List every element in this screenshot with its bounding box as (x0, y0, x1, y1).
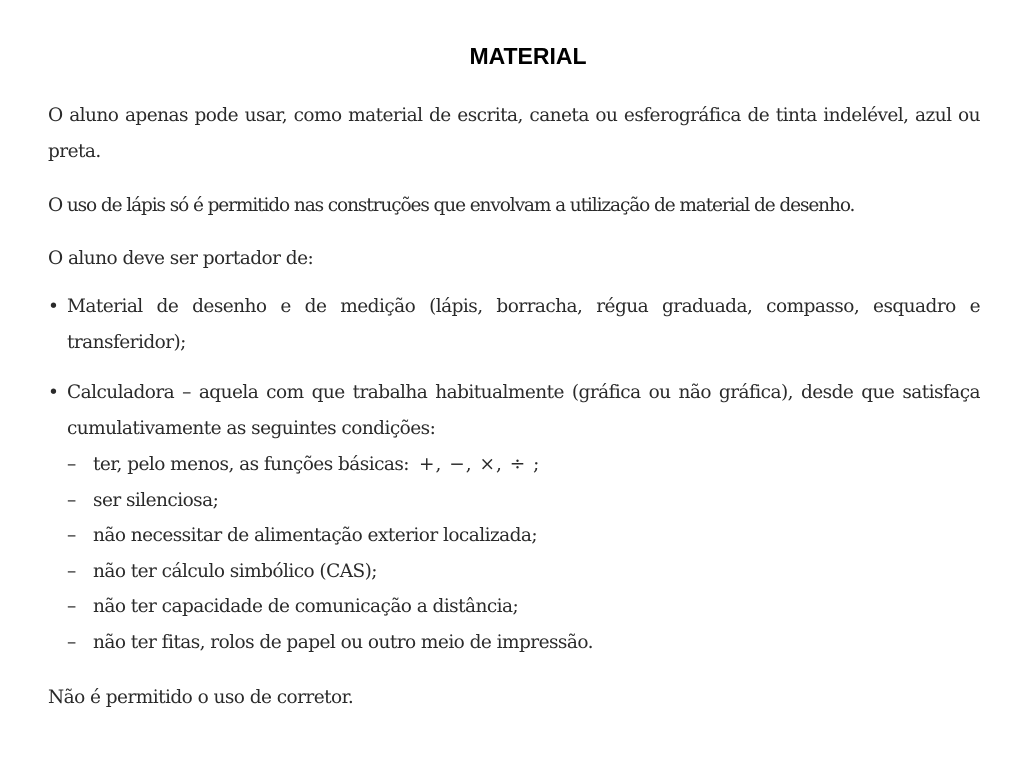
condition-text: não ter cálculo simbólico (CAS); (93, 560, 377, 582)
paragraph-writing-material: O aluno apenas pode usar, como material de escrita, caneta ou esferográfica de tinta indelével, azul ou preta. (48, 105, 980, 162)
dash-icon: – (67, 525, 76, 546)
bullet-icon: • (48, 296, 59, 317)
dash-icon: – (67, 560, 76, 582)
document-body (48, 98, 980, 716)
condition-basic-functions (67, 447, 980, 483)
basic-operators: +, −, ×, ÷ ; (418, 454, 541, 475)
bullet-icon: • (48, 382, 59, 403)
calculator-conditions-list (67, 447, 980, 660)
condition-text: ser silenciosa; (93, 489, 219, 511)
list-item-text: Material de desenho e de medição (lápis, borracha, régua graduada, compasso, esquadro e transferidor); (67, 296, 980, 353)
page-title: MATERIAL (469, 43, 587, 70)
condition-text: não ter fitas, rolos de papel ou outro meio de impressão. (93, 631, 593, 653)
condition-silent (67, 483, 980, 519)
dash-icon: – (67, 454, 76, 475)
list-item-text: Calculadora – aquela com que trabalha habitualmente (gráfica ou não gráfica), desde que satisfaça cumulativamente as seguintes condições: (67, 382, 980, 439)
condition-text: ter, pelo menos, as funções básicas: (93, 454, 409, 475)
dash-icon: – (67, 631, 76, 653)
condition-no-external-power (67, 518, 980, 554)
list-item-drawing-material (48, 289, 980, 361)
list-item-calculator (48, 375, 980, 660)
paragraph-student-must-bring: O aluno deve ser portador de: (48, 248, 314, 269)
condition-no-communication (67, 589, 980, 625)
paragraph-no-corrector: Não é permitido o uso de corretor. (48, 687, 354, 708)
condition-text: não ter capacidade de comunicação a distância; (93, 596, 519, 617)
condition-no-cas (67, 554, 980, 590)
condition-text: não necessitar de alimentação exterior localizada; (93, 525, 538, 546)
paragraph-pencil-use: O uso de lápis só é permitido nas construções que envolvam a utilização de material de desenho. (48, 195, 855, 216)
dash-icon: – (67, 489, 76, 511)
condition-no-printing (67, 625, 980, 661)
dash-icon: – (67, 596, 76, 617)
required-items-list (48, 289, 980, 660)
